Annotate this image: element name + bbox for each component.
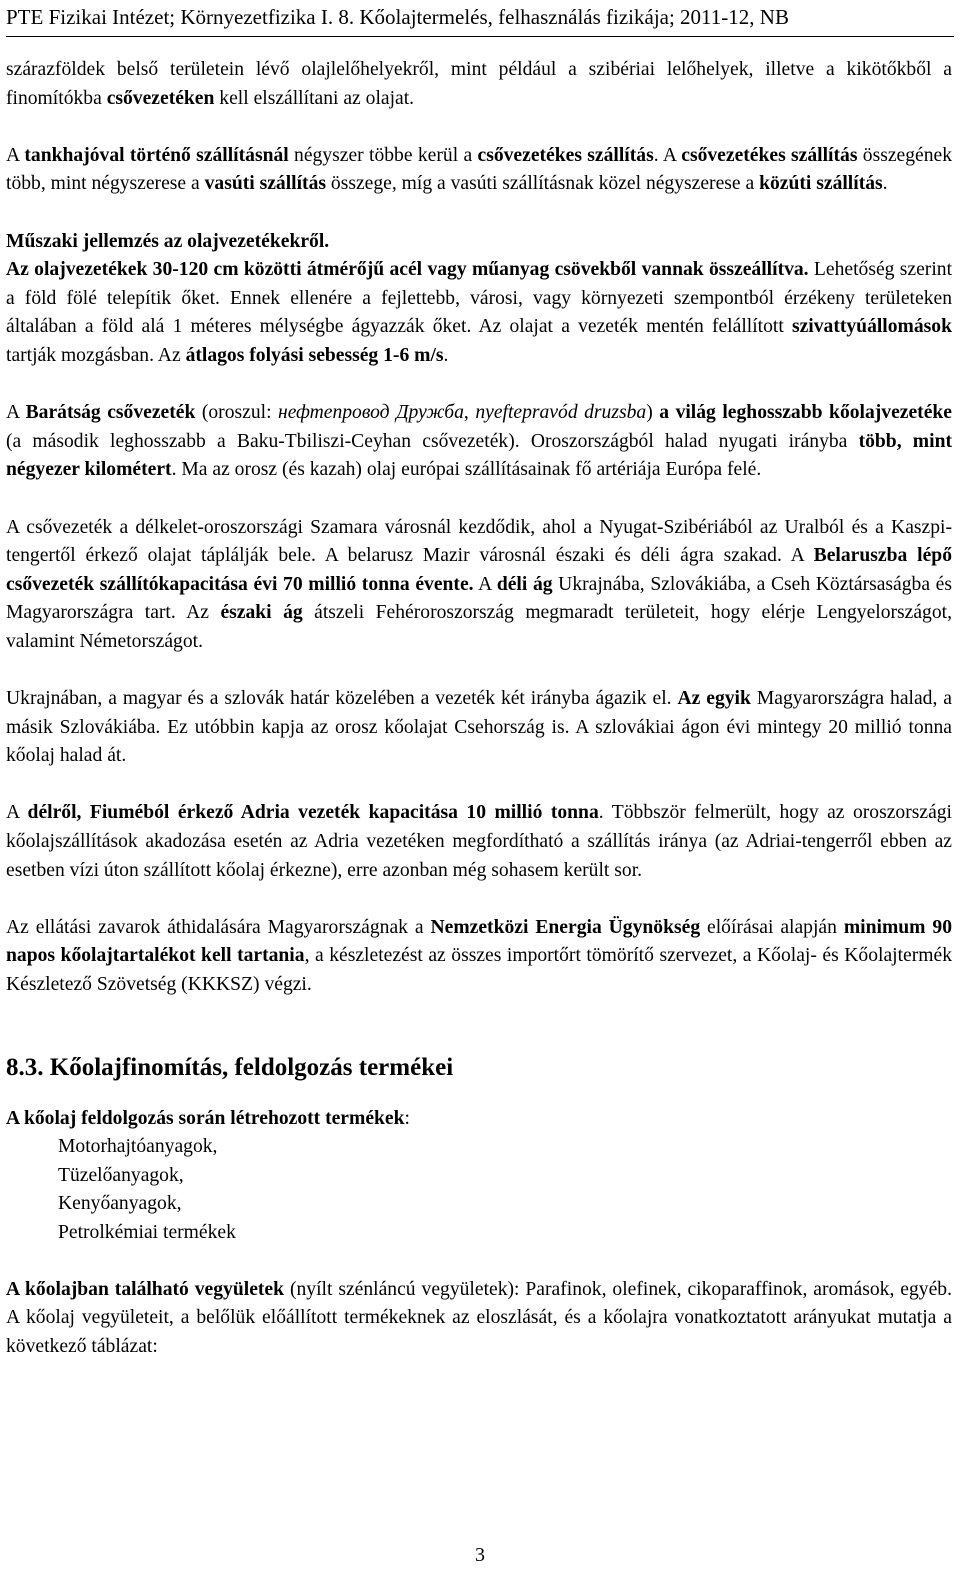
paragraph-reserves: Az ellátási zavarok áthidalására Magyarországnak a Nemzetközi Energia Ügynökség előírásai alapján minimum 90 napos kőolajtartalékot kell tartania, a készletezést az összes importőrt tömörítő szervezet, a Kőolaj- és Kőolajtermék Készletező Szövetség (KKKSZ) végzi. [6, 916, 953, 995]
header-divider [6, 36, 954, 37]
list-item: Motorhajtóanyagok, [58, 1136, 218, 1158]
paragraph-druzhba: A Barátság csővezeték (oroszul: нефтепровод Дружба, nyeftepravód druzsba) a világ leghosszabb kőolajvezetéke (a második leghosszabb a Baku-Tbiliszi-Ceyhan csővezeték). Oroszországból halad nyugati irányba több, mint négyezer kilométert. Ma az orosz (és kazah) olaj európai szállításainak fő artériája Európa felé. [6, 402, 953, 481]
subheading-technical: Műszaki jellemzés az olajvezetékekről. [6, 230, 330, 252]
paragraph-compounds: A kőolajban található vegyületek (nyílt szénláncú vegyületek): Parafinok, olefinek, cikoparaffinok, aromások, egyéb. A kőolaj vegyületeit, a belőlük előállított termékeknek az eloszlását, és a kőolajra vonatkoztatott arányukat mutatja a következő táblázat: [6, 1278, 952, 1357]
header-title: PTE Fizikai Intézet; Környezetfizika I. 8. Kőolajtermelés, felhasználás fizikája; 2011-12, NB [6, 5, 789, 29]
paragraph-pipeline-route: A csővezeték a délkelet-oroszországi Szamara városnál kezdődik, ahol a Nyugat-Szibériából az Uralból és a Kaszpi-tengertől érkező olajat táplálják bele. A belarusz Mazir városnál északi és déli ágra szakad. A Belaruszba lépő csővezeték szállítókapacitása évi 70 millió tonna évente. A déli ág Ukrajnába, Szlovákiába, a Cseh Köztársaságba és Magyarországra tart. Az északi ág átszeli Fehéroroszország megmaradt területeit, hogy elérje Lengyelországot, valamint Németországot. [6, 516, 952, 652]
page-header [0, 0, 960, 40]
list-item: Petrolkémiai termékek [58, 1221, 236, 1243]
section-heading: 8.3. Kőolajfinomítás, feldolgozás termékei [6, 1053, 454, 1081]
paragraph-pipeline-intro: szárazföldek belső területein lévő olajlelőhelyekről, mint például a szibériai lelőhelyek, illetve a kikötőkből a finomítókba csővezetéken kell elszállítani az olajat. [6, 59, 952, 109]
list-item: Kenyőanyagok, [58, 1193, 182, 1215]
paragraph-transport-costs: A tankhajóval történő szállításnál négyszer többe kerül a csővezetékes szállítás. A csővezetékes szállítás összegének több, mint négyszerese a vasúti szállítás összege, míg a vasúti szállításnak közel négyszerese a közúti szállítás. [6, 144, 953, 195]
page-number: 3 [475, 1544, 485, 1566]
document-body [6, 56, 952, 1361]
products-list [6, 1133, 952, 1247]
paragraph-technical-specs: Műszaki jellemzés az olajvezetékekről. Az olajvezetékek 30-120 cm közötti átmérőjű acél vagy műanyag csövekből vannak összeállítva. Lehetőség szerint a föld fölé telepítik őket. Ennek ellenére a fejlettebb, városi, vagy környezeti szempontból érzékeny területeken általában a föld alá 1 méteres mélységbe ágyazzák őket. Az olajat a vezeték mentén felállított szivattyúállomások tartják mozgásban. Az átlagos folyási sebesség 1-6 m/s. [6, 230, 953, 366]
paragraph-adria: A délről, Fiuméból érkező Adria vezeték kapacitása 10 millió tonna. Többször felmerült, hogy az oroszországi kőolajszállítások akadozása esetén az Adria vezetéken megfordítható a szállítás iránya (az Adriai-tengerről ebben az esetben vízi úton szállított kőolaj érkezne), erre azonban még sohasem került sor. [6, 802, 953, 881]
paragraph-ukraine-branch: Ukrajnában, a magyar és a szlovák határ közelében a vezeték két irányba ágazik el. Az egyik Magyarországra halad, a másik Szlovákiába. Ez utóbbin kapja az orosz kőolajat Csehország is. A szlovákiai ágon évi mintegy 20 millió tonna kőolaj halad át. [6, 688, 952, 767]
list-item: Tüzelőanyagok, [58, 1164, 184, 1186]
products-intro: A kőolaj feldolgozás során létrehozott termékek: [6, 1107, 410, 1129]
